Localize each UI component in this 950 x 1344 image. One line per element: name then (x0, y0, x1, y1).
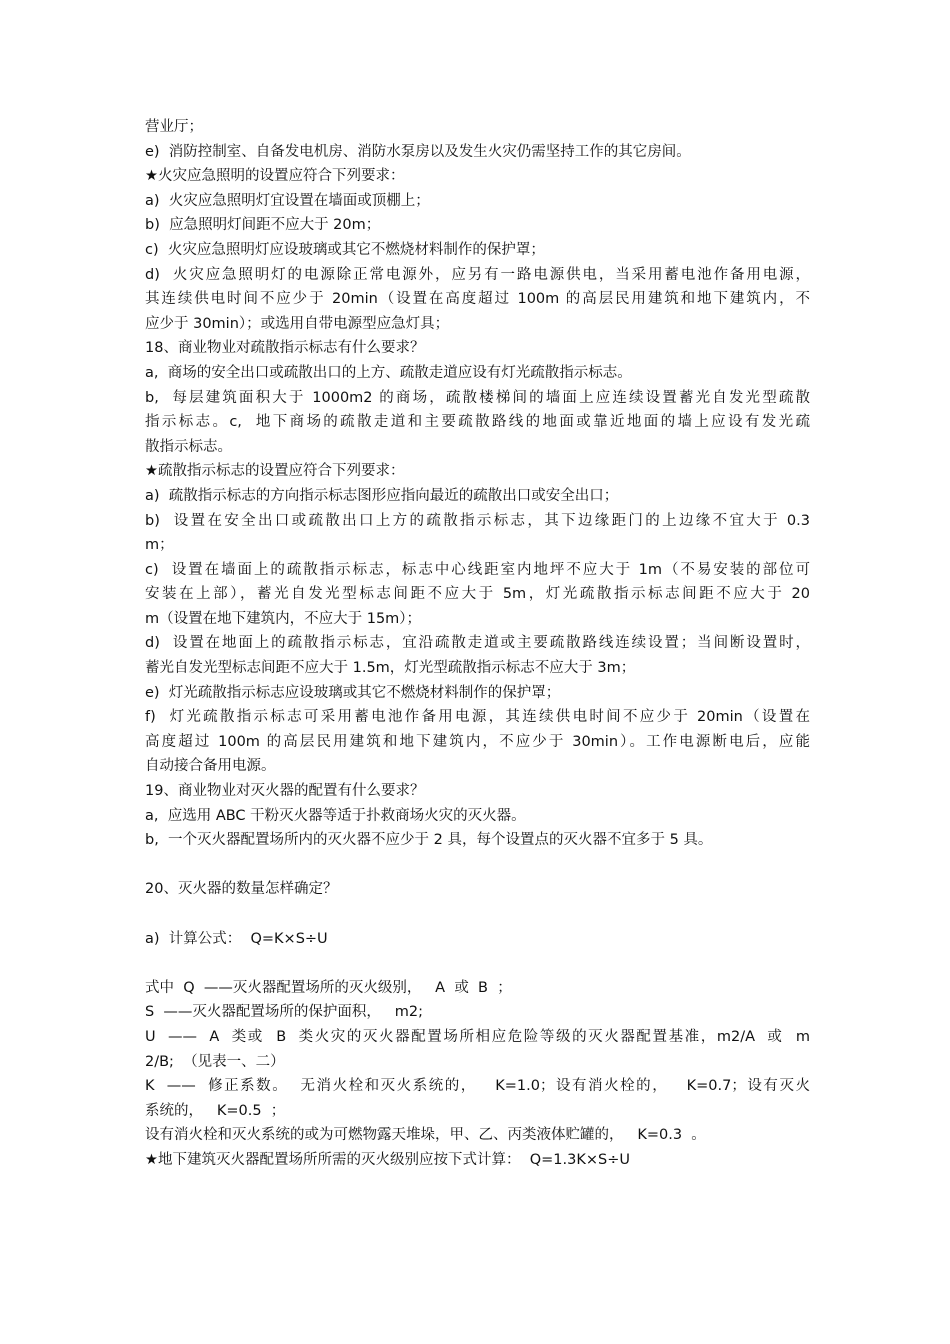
text-line: 安装在上部），蓄光自发光型标志间距不应大于 5m，灯光疏散指示标志间距不应大于 20 (145, 586, 810, 603)
text-line: S ——灭火器配置场所的保护面积， m2; (145, 1004, 423, 1021)
text-line: U —— A 类或 B 类火灾的灭火器配置场所相应危险等级的灭火器配置基准，m2/A 或 m (145, 1028, 810, 1045)
blank-line (145, 902, 810, 927)
text-line: m（设置在地下建筑内，不应大于 15m）； (145, 610, 422, 627)
text-line: 式中 Q ——灭火器配置场所的灭火级别， A 或 B ； (145, 979, 512, 996)
text-line: c) 火灾应急照明灯应设玻璃或其它不燃烧材料制作的保护罩； (145, 241, 545, 258)
text-line: e) 灯光疏散指示标志应设玻璃或其它不燃烧材料制作的保护罩； (145, 684, 561, 701)
text-line: c) 设置在墙面上的疏散指示标志，标志中心线距室内地坪不应大于 1m（不易安装的部位可 (145, 561, 810, 578)
blank-line (145, 853, 810, 878)
text-line: 其连续供电时间不应少于 20min（设置在高度超过 100m 的高层民用建筑和地下建筑内，不 (145, 291, 810, 308)
text-line: b) 应急照明灯间距不应大于 20m； (145, 217, 381, 234)
text-line: f) 灯光疏散指示标志可采用蓄电池作备用电源，其连续供电时间不应少于 20min（设置在 (145, 709, 810, 726)
text-line: 设有消火栓和灭火系统的或为可燃物露天堆垛，甲、乙、丙类液体贮罐的， K=0.3 。 (145, 1127, 706, 1144)
document-body (145, 115, 810, 1173)
text-line: 自动接合备用电源。 (145, 758, 276, 775)
text-line: 营业厅； (145, 119, 203, 135)
text-line: b, 一个灭火器配置场所内的灭火器不应少于 2 具，每个设置点的灭火器不宜多于 5 具。 (145, 832, 713, 849)
text-line: 2/B; （见表一、二） (145, 1053, 285, 1070)
text-line: ★地下建筑灭火器配置场所所需的灭火级别应按下式计算： Q=1.3K×S÷U (145, 1151, 630, 1168)
text-line: m； (145, 537, 174, 554)
text-line: e) 消防控制室、自备发电机房、消防水泵房以及发生火灾仍需坚持工作的其它房间。 (145, 143, 691, 160)
text-line: b) 设置在安全出口或疏散出口上方的疏散指示标志，其下边缘距门的上边缘不宜大于 0.3 (145, 512, 810, 529)
text-line: K —— 修正系数。 无消火栓和灭火系统的， K=1.0；设有消火栓的， K=0.7；设有灭火 (145, 1078, 810, 1095)
blank-line (145, 951, 810, 976)
text-line: ★疏散指示标志的设置应符合下列要求： (145, 463, 405, 480)
text-line: a) 计算公式： Q=K×S÷U (145, 930, 328, 947)
text-line: d) 设置在地面上的疏散指示标志，宜沿疏散走道或主要疏散路线连续设置；当间断设置时， (145, 635, 810, 652)
text-line: 20、灭火器的数量怎样确定？ (145, 881, 338, 898)
text-line: 18、商业物业对疏散指示标志有什么要求？ (145, 340, 425, 357)
text-line: 系统的， K=0.5 ； (145, 1102, 286, 1119)
text-line: a, 应选用 ABC 干粉灭火器等适于扑救商场火灾的灭火器。 (145, 807, 526, 824)
text-line: 高度超过 100m 的高层民用建筑和地下建筑内，不应少于 30min）。工作电源断电后，应能 (145, 733, 810, 750)
text-line: a) 疏散指示标志的方向指示标志图形应指向最近的疏散出口或安全出口； (145, 487, 619, 504)
text-line: 指示标志。c, 地下商场的疏散走道和主要疏散路线的地面或靠近地面的墙上应设有发光疏 (145, 414, 810, 431)
text-line: 19、商业物业对灭火器的配置有什么要求？ (145, 783, 425, 800)
text-line: b, 每层建筑面积大于 1000m2 的商场，疏散楼梯间的墙面上应连续设置蓄光自发光型疏散 (145, 389, 810, 406)
text-line: ★火灾应急照明的设置应符合下列要求： (145, 168, 405, 185)
text-line: 蓄光自发光型标志间距不应大于 1.5m，灯光型疏散指示标志不应大于 3m； (145, 660, 636, 677)
text-line: 应少于 30min）；或选用自带电源型应急灯具； (145, 315, 450, 332)
text-line: a) 火灾应急照明灯宜设置在墙面或顶棚上； (145, 192, 430, 209)
text-line: a, 商场的安全出口或疏散出口的上方、疏散走道应设有灯光疏散指示标志。 (145, 364, 632, 381)
text-line: 散指示标志。 (145, 438, 232, 455)
text-line: d) 火灾应急照明灯的电源除正常电源外，应另有一路电源供电，当采用蓄电池作备用电源， (145, 266, 810, 283)
